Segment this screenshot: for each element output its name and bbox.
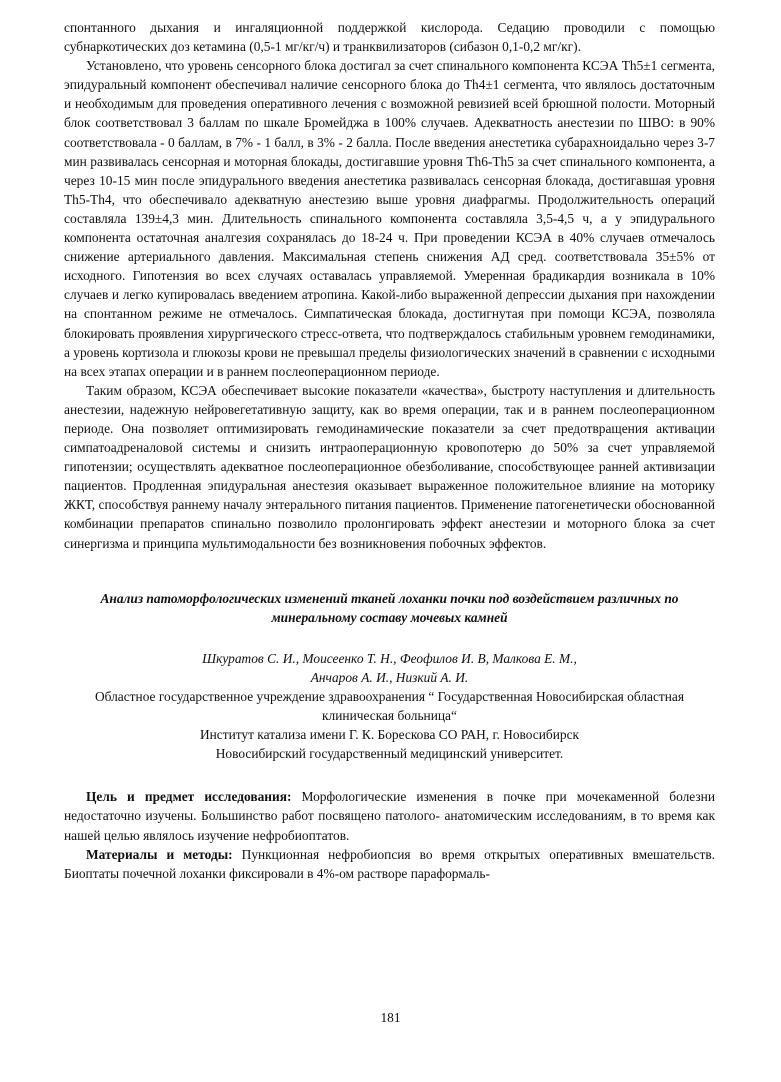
abstract-methods [64,845,715,883]
affiliation-1: Областное государственное учреждение здравоохранения “ Государственная Новосибирская областная клиническая больница“ [94,689,685,724]
affiliation-3: Новосибирский государственный медицинский университет. [215,746,564,762]
page-number: 181 [380,1010,401,1025]
methods-label: Материалы и методы: [86,846,233,862]
article-title: Анализ патоморфологических изменений тканей лоханки почки под воздействием различных по минеральному составу мочевых камней [100,590,679,625]
page-content [64,18,715,883]
abstract-goal [64,787,715,844]
paragraph-results: Установлено, что уровень сенсорного блока достигал за счет спинального компонента КСЭА Th5±1 сегмента, эпидуральный компонент обеспечивал наличие сенсорного блока до Th4±1 сегмента, что являлось достаточным и необходимым для проведения оперативного лечения с возможной ревизией всей брюшной полости. Моторный блок соответствовал 3 баллам по шкале Бромейджа в 100% случаев. Адекватность анестезии по ШВО: в 90% соответствовала - 0 баллам, в 7% - 1 балл, в 3% - 2 балла. После введения анестетика субарахноидально через 3-7 мин развивалась сенсорная и моторная блокады, достигавшие уровня Th6-Th5 за счет спинального компонента, а через 10-15 мин после эпидурального введения анестетика развивалась сенсорная блокада, достигавшая уровня Th5-Th4, что обеспечивало адекватную анестезию выше уровня диафрагмы. Продолжительность операций составляла 139±4,3 мин. Длительность спинального компонента составляла 3,5-4,5 ч, а у эпидурального компонента остаточная аналгезия сохранялась до 18-24 ч. При проведении КСЭА в 40% случаев отмечалось снижение артериального давления. Максимальная степень снижения АД сред. соответствовала 35±5% от исходного. Гипотензия во всех случаях оставалась управляемой. Умеренная брадикардия возникала в 10% случаев и легко купировалась введением атропина. Какой-либо выраженной депрессии дыхания при нахождении на спонтанном режиме не отмечалось. Симпатическая блокада, достигнутая при помощи КСЭА, позволяла блокировать проявления хирургического стресс-ответа, что подтверждалось стабильным уровнем гемодинамики, а уровень кортизола и глюкозы крови не превышал пределы физиологических значений в сравнении с исходными на всех этапах операции и в раннем послеоперационном периоде. [64,58,716,379]
goal-label: Цель и предмет исследования: [86,789,292,805]
article-authors [64,649,715,687]
paragraph-conclusion: Таким образом, КСЭА обеспечивает высокие показатели «качества», быстроту наступления и длительность анестезии, надежную нейровегетативную защиту, как во время операции, так и в раннем послеоперационном периоде. Она позволяет оптимизировать гемодинамические показатели за счет предотвращения активации симпатоадреналовой системы и снизить интраоперационную кровопотерю до 50% за счет управляемой гипотензии; осуществлять адекватное послеоперационное обезболивание, способствующее ранней активизации пациентов. Продленная эпидуральная анестезия оказывает выраженное положительное влияние на моторику ЖКТ, способствуя раннему началу энтерального питания пациентов. Применение патогенетически обоснованной комбинации препаратов спинально позволило пролонгировать эффект анестезии и моторного блока за счет синергизма и принципа мультимодальности без возникновения побочных эффектов. [64,382,715,551]
affiliation-2: Институт катализа имени Г. К. Борескова СО РАН, г. Новосибирск [199,727,580,743]
methods-text: Пункционная нефробиопсия во время открытых оперативных вмешательств. Биоптаты почечной лоханки фиксировали в 4%-ом растворе параформаль- [64,846,716,881]
goal-text: Морфологические изменения в почке при мочекаменной болезни недостаточно изучены. Большинство работ посвящено патолого- анатомическим исследованиям, в то время как нашей целью являлось изучение нефробиоптатов. [64,789,715,843]
authors-line-2: Анчаров А. И., Низкий А. И. [310,669,469,685]
paragraph-intro: спонтанного дыхания и ингаляционной поддержкой кислорода. Седацию проводили с помощью субнаркотических доз кетамина (0,5-1 мг/кг/ч) и транквилизаторов (сибазон 0,1-0,2 мг/кг). [64,20,715,55]
authors-line-1: Шкуратов С. И., Моисеенко Т. Н., Феофилов И. В, Малкова Е. М., [202,650,577,666]
